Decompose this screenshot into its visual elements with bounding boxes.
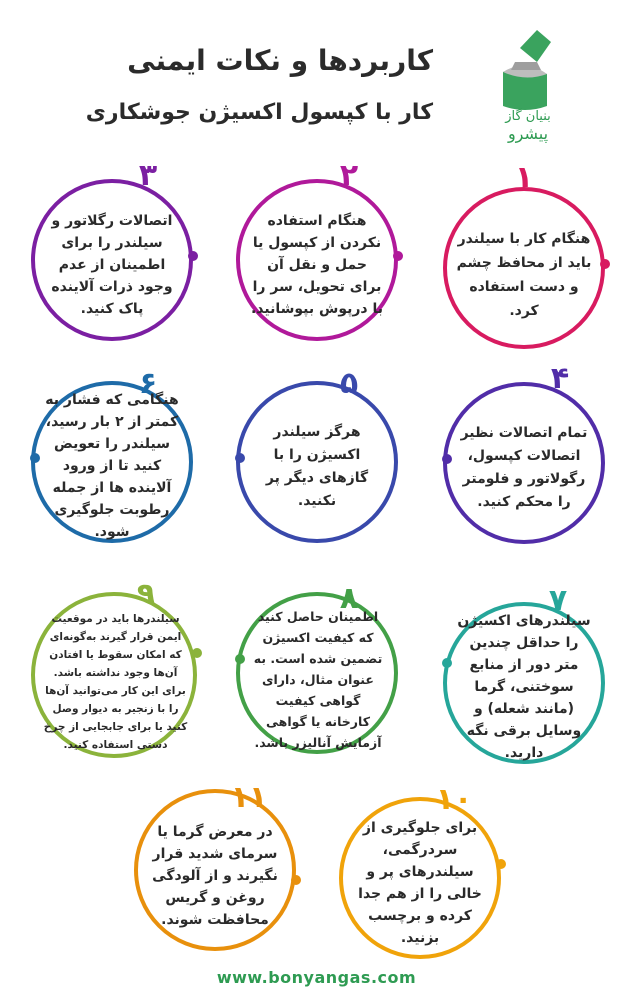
tip-text-10: برای جلوگیری از سردرگمی، سیلندرهای پر و خالی را از هم جدا کرده و برچسب بزنید. <box>358 820 482 946</box>
tip-text-3: اتصالات رگلاتور و سیلندر را برای اطمینان از عدم وجود ذرات آلاینده پاک کنید. <box>51 213 173 317</box>
tip-text-5: هرگز سیلندر اکسیژن را با گازهای دیگر پر نکنید. <box>265 424 369 509</box>
tip-card-11 <box>125 780 305 960</box>
tip-card-2 <box>227 158 407 350</box>
logo-line-1: بنیان گاز <box>505 109 551 124</box>
tip-number-2: ۲ <box>339 158 359 193</box>
tip-text-2: هنگام استفاده نکردن از کپسول یا حمل و نقل آن برای تحویل، سر را با درپوش بپوشانید. <box>250 213 383 317</box>
website-link[interactable]: www.bonyangas.com <box>216 968 417 987</box>
tip-number-1: ۱ <box>514 160 534 195</box>
tip-number-5: ۵ <box>339 366 359 401</box>
gas-cylinder-logo-icon <box>485 28 575 118</box>
page-subtitle: کار با کپسول اکسیژن جوشکاری <box>85 100 433 125</box>
tip-text-8: اطمینان حاصل کنید که کیفیت اکسیژن تضمین شده است. به عنوان مثال، دارای گواهی کیفیت کارخانه یا گواهی آزمایش آنالیزر باشد. <box>253 608 383 750</box>
tip-text-9: سیلندرها باید در موقعیت ایمن قرار گیرند به‌گونه‌ای که امکان سقوط یا افتادن آن‌ها وجود نداشته باشد. برای این کار می‌توانید آن‌ها را با زنجیر به دیوار وصل کنید یا برای جابجایی از چرخ دستی استفاده کنید. <box>43 612 188 751</box>
tip-number-7: ۷ <box>548 583 568 618</box>
tip-text-1: هنگام کار با سیلندر باید از محافظ چشم و دست استفاده کرد. <box>456 231 592 319</box>
tip-text-11: در معرض گرما یا سرمای شدید قرار نگیرند و از آلودگی روغن و گریس محافظت شوند. <box>152 824 278 928</box>
tip-number-3: ۳ <box>138 158 158 193</box>
tip-number-8: ۸ <box>339 581 359 616</box>
tip-text-7: سیلندرهای اکسیژن را حداقل چندین متر دور از منابع سوختنی، گرما (مانند شعله) و وسایل برقی نگه دارید. <box>457 613 591 761</box>
logo-line-2: پیشرو <box>507 124 549 143</box>
tip-number-9: ۹ <box>136 577 156 612</box>
tip-card-8 <box>227 583 407 763</box>
page-title: کاربردها و نکات ایمنی <box>127 44 433 77</box>
tip-number-11: ۱۱ <box>230 780 268 815</box>
tip-number-4: ۴ <box>550 361 570 396</box>
tip-card-6 <box>22 366 202 552</box>
tip-card-10 <box>330 782 510 968</box>
tip-number-10: ۱۰ <box>435 782 473 817</box>
tip-card-9 <box>22 577 207 768</box>
tip-text-6: هنگامی که فشار به کمتر از ۲ بار رسید، سیلندر را تعویض کنید تا از ورود آلاینده ها از جمله رطوبت جلوگیری شود. <box>45 392 179 540</box>
tip-card-1 <box>434 160 614 358</box>
tip-card-3 <box>22 158 202 350</box>
tip-number-6: ۶ <box>138 366 158 401</box>
tip-card-5 <box>227 366 407 552</box>
logo-text <box>478 108 578 142</box>
tip-card-7 <box>434 583 614 773</box>
tip-card-4 <box>434 361 614 553</box>
tip-text-4: تمام اتصالات نظیر اتصالات کپسول، رگولاتور و فلومتر را محکم کنید. <box>460 425 588 510</box>
